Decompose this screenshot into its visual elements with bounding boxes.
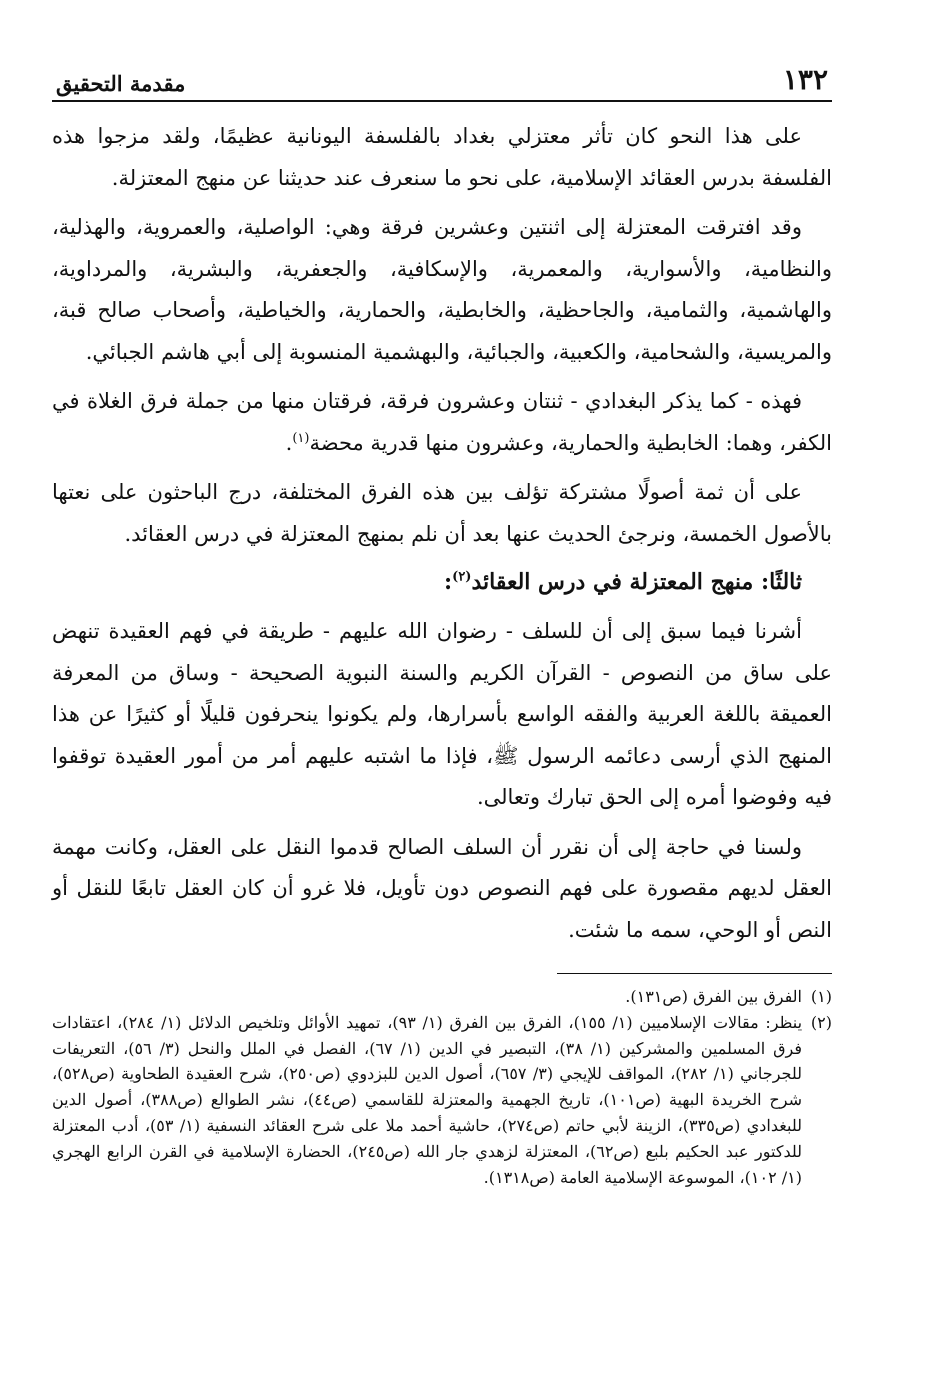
footnote-ref-2[interactable]: (٢) [452, 569, 472, 585]
footnote-text: الفرق بين الفرق (ص١٣١). [625, 987, 802, 1006]
paragraph-4: على أن ثمة أصولًا مشتركة تؤلف بين هذه الفرق المختلفة، درج الباحثون على نعتها بالأصول الخمسة، ونرجئ الحديث عنها بعد أن نلم بمنهج المعتزلة في درس العقائد. [52, 480, 832, 546]
header-rule [52, 100, 832, 102]
footnote-text: ينظر: مقالات الإسلاميين (١/ ١٥٥)، الفرق بين الفرق (١/ ٩٣)، تمهيد الأوائل وتلخيص الدلائل (١/ ٢٨٤)، اعتقادات فرق المسلمين والمشركين (١/ ٣٨)، التبصير في الدين (١/ ٦٧)، الفصل في الملل والنحل (٣/ ٥٦)، التعريفات للجرجاني (١/ ٢٨٢)، المواقف للإيجي (٣/ ٦٥٧)، أصول الدين للبزدوي (ص٢٥٠)، شرح العقيدة الطحاوية (ص٥٢٨)، شرح الخريدة البهية (ص١٠١)، تاريخ الجهمية والمعتزلة للقاسمي (ص٤٤)، نشر الطوالع (ص٣٨٨)، أصول الدين للبغدادي (ص٣٣٥)، الزينة لأبي حاتم (ص٢٧٤)، حاشية أحمد ملا على شرح العقائد النسفية (١/ ٥٣)، أدب المعتزلة للدكتور عبد الحكيم بلبع (ص٦٢)، المعتزلة لزهدي جار الله (ص٢٤٥)، الحضارة الإسلامية في القرن الرابع الهجري (١/ ١٠٢)، الموسوعة الإسلامية العامة (ص١٣١٨). [52, 1012, 803, 1187]
paragraph-3-text: فهذه - كما يذكر البغدادي - ثنتان وعشرون فرقة، فرقتان منها من جملة فرق الغلاة في الكفر، وهما: الخابطية والحمارية، وعشرون منها قدرية محضة [52, 389, 832, 455]
paragraph-6: ولسنا في حاجة إلى أن نقرر أن السلف الصالح قدموا النقل على العقل، وكانت مهمة العقل لديهم مقصورة على فهم النصوص دون تأويل، فلا غرو أن كان العقل تابعًا للنقل أو النص أو الوحي، سمه ما شئت. [52, 834, 832, 942]
footnote-2 [52, 1010, 832, 1191]
footnotes [52, 984, 832, 1190]
page-number: ١٣٢ [782, 63, 828, 96]
footnote-marker: (١) [810, 987, 832, 1006]
footnote-1 [52, 984, 832, 1010]
footnote-ref-1[interactable]: (١) [292, 430, 310, 446]
paragraph-3 [52, 381, 832, 464]
page-header [52, 52, 832, 96]
paragraph-3-end: . [285, 430, 293, 455]
footnote-marker: (٢) [810, 1012, 832, 1032]
section-heading-end: : [444, 569, 453, 595]
section-heading [52, 563, 832, 601]
paragraph-2: وقد افترقت المعتزلة إلى اثنتين وعشرين فرقة وهي: الواصلية، والعمروية، والهذلية، والنظامية، والأسوارية، والمعمرية، والإسكافية، والجعفرية، والبشرية، والمرداوية، والهاشمية، والثمامية، والجاحظية، والخابطية، والحمارية، والخياطية، وأصحاب صالح قبة، والمريسية، والشحامية، والكعبية، والجبائية، والبهشمية المنسوبة إلى أبي هاشم الجبائي. [52, 215, 832, 364]
running-head: مقدمة التحقيق [56, 71, 186, 96]
paragraph-1: على هذا النحو كان تأثر معتزلي بغداد بالفلسفة اليونانية عظيمًا، ولقد مزجوا هذه الفلسفة بدرس العقائد الإسلامية، على نحو ما سنعرف عند حديثنا عن منهج المعتزلة. [52, 124, 832, 190]
footnote-rule [557, 973, 832, 974]
paragraph-5: أشرنا فيما سبق إلى أن للسلف - رضوان الله عليهم - طريقة في فهم العقيدة تنهض على ساق من النصوص - القرآن الكريم والسنة النبوية الصحيحة - وساق من المعرفة العميقة باللغة العربية والفقه الواسع بأسرارها، ولم يكونوا ينحرفون قليلًا أو كثيرًا عن هذا المنهج الذي أرسى دعائمه الرسول ﷺ، فإذا ما اشتبه عليهم أمر من أمور العقيدة توقفوا فيه وفوضوا أمره إلى الحق تبارك وتعالى. [52, 619, 832, 809]
book-page [52, 52, 832, 1190]
section-heading-text: ثالثًا: منهج المعتزلة في درس العقائد [471, 569, 802, 595]
main-text [52, 116, 832, 951]
